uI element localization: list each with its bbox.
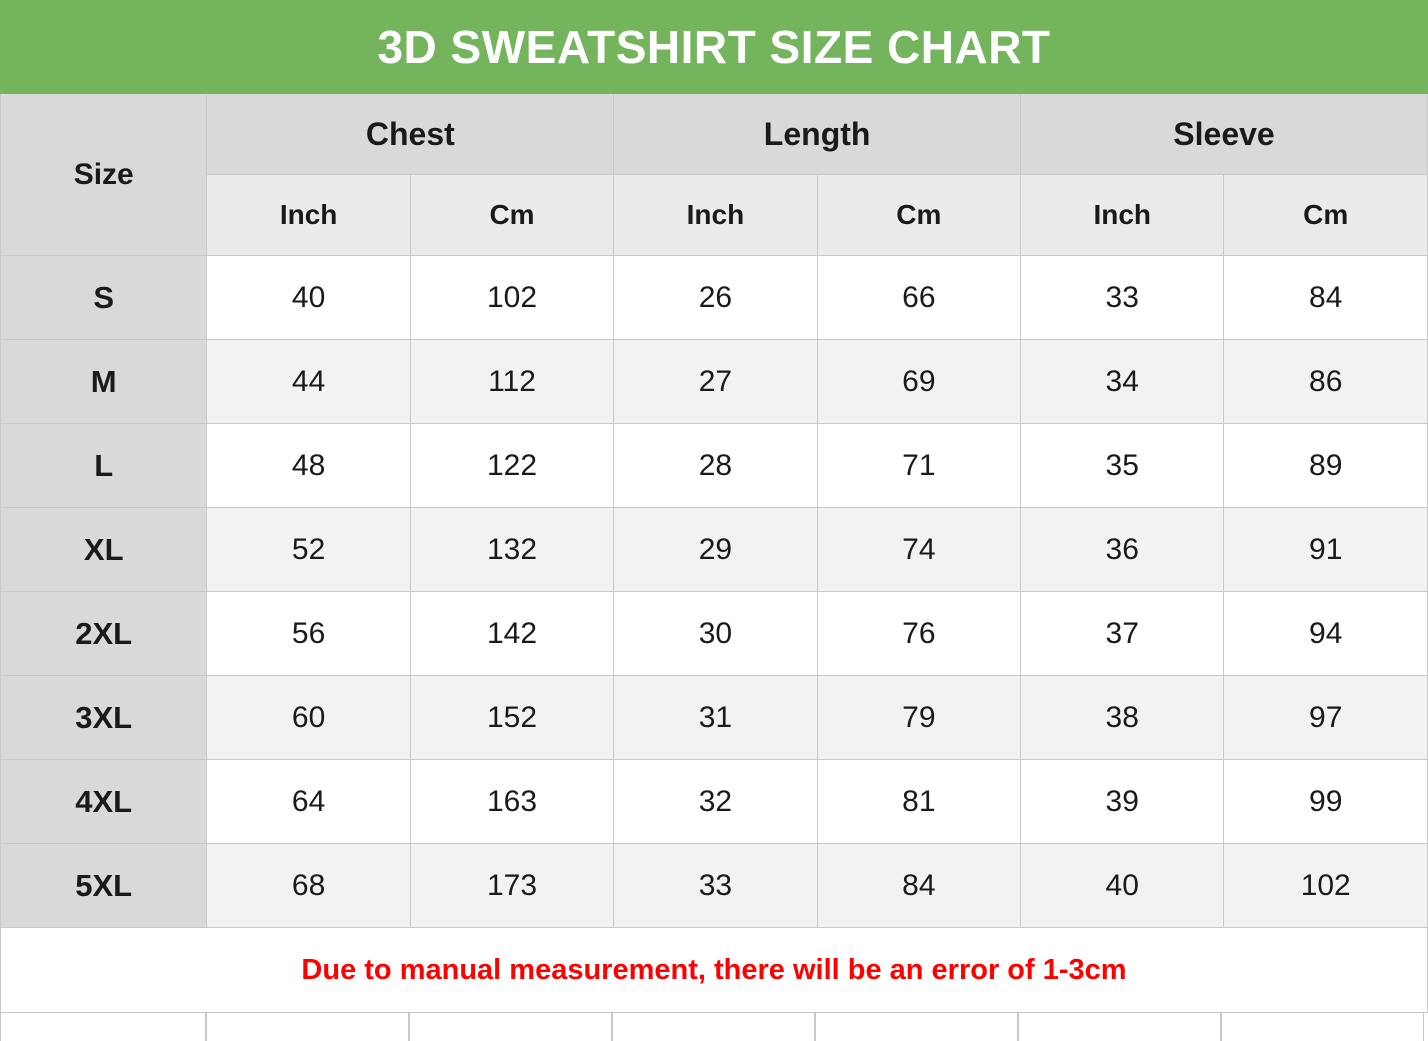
header-unit-chest-inch: Inch (207, 175, 410, 256)
cell-length-cm: 69 (817, 340, 1020, 424)
table-row (1, 424, 1428, 508)
cell-sleeve-inch: 35 (1021, 424, 1224, 508)
row-size-label: M (1, 340, 207, 424)
strip-segment-sleeve-cm (1221, 1013, 1424, 1041)
cell-chest-cm: 122 (410, 424, 613, 508)
header-group-sleeve: Sleeve (1021, 94, 1428, 175)
table-row (1, 340, 1428, 424)
cell-sleeve-inch: 33 (1021, 256, 1224, 340)
row-size-label: 4XL (1, 760, 207, 844)
chart-title: 3D SWEATSHIRT SIZE CHART (1, 1, 1428, 94)
cell-chest-cm: 102 (410, 256, 613, 340)
cell-sleeve-cm: 86 (1224, 340, 1428, 424)
table-row (1, 592, 1428, 676)
strip-segment-chest-cm (409, 1013, 612, 1041)
cell-sleeve-cm: 89 (1224, 424, 1428, 508)
cell-chest-cm: 163 (410, 760, 613, 844)
cell-sleeve-cm: 97 (1224, 676, 1428, 760)
header-unit-sleeve-cm: Cm (1224, 175, 1428, 256)
header-unit-length-inch: Inch (614, 175, 817, 256)
cell-sleeve-cm: 91 (1224, 508, 1428, 592)
cell-sleeve-inch: 40 (1021, 844, 1224, 928)
cell-chest-inch: 40 (207, 256, 410, 340)
cell-length-inch: 30 (614, 592, 817, 676)
cell-sleeve-cm: 84 (1224, 256, 1428, 340)
header-group-chest: Chest (207, 94, 614, 175)
cell-chest-cm: 132 (410, 508, 613, 592)
strip-segment-sleeve-inch (1018, 1013, 1221, 1041)
header-unit-sleeve-inch: Inch (1021, 175, 1224, 256)
cell-sleeve-cm: 99 (1224, 760, 1428, 844)
measurement-note: Due to manual measurement, there will be an error of 1-3cm (1, 928, 1428, 1013)
cell-length-cm: 84 (817, 844, 1020, 928)
cell-length-inch: 27 (614, 340, 817, 424)
cell-chest-cm: 112 (410, 340, 613, 424)
cell-chest-inch: 44 (207, 340, 410, 424)
cell-chest-inch: 48 (207, 424, 410, 508)
table-row (1, 256, 1428, 340)
header-size: Size (1, 94, 207, 256)
cell-chest-cm: 152 (410, 676, 613, 760)
row-size-label: L (1, 424, 207, 508)
cell-chest-inch: 60 (207, 676, 410, 760)
cell-length-inch: 32 (614, 760, 817, 844)
cell-sleeve-inch: 37 (1021, 592, 1224, 676)
header-group-length: Length (614, 94, 1021, 175)
cell-sleeve-inch: 36 (1021, 508, 1224, 592)
cell-chest-inch: 52 (207, 508, 410, 592)
cell-length-cm: 71 (817, 424, 1020, 508)
cell-chest-inch: 56 (207, 592, 410, 676)
cell-sleeve-inch: 38 (1021, 676, 1224, 760)
table-row (1, 508, 1428, 592)
cell-length-inch: 26 (614, 256, 817, 340)
cell-length-inch: 31 (614, 676, 817, 760)
cell-length-cm: 74 (817, 508, 1020, 592)
title-row (1, 1, 1428, 94)
bottom-column-strip (0, 1013, 1428, 1041)
row-size-label: 3XL (1, 676, 207, 760)
table-row (1, 844, 1428, 928)
cell-chest-inch: 68 (207, 844, 410, 928)
header-unit-length-cm: Cm (817, 175, 1020, 256)
table-row (1, 676, 1428, 760)
row-size-label: 2XL (1, 592, 207, 676)
header-unit-chest-cm: Cm (410, 175, 613, 256)
row-size-label: XL (1, 508, 207, 592)
strip-segment-length-cm (815, 1013, 1018, 1041)
table-row (1, 760, 1428, 844)
row-size-label: S (1, 256, 207, 340)
cell-chest-cm: 142 (410, 592, 613, 676)
cell-length-cm: 79 (817, 676, 1020, 760)
strip-segment-chest-inch (206, 1013, 409, 1041)
strip-segment-length-inch (612, 1013, 815, 1041)
cell-length-inch: 33 (614, 844, 817, 928)
cell-sleeve-inch: 34 (1021, 340, 1224, 424)
cell-sleeve-cm: 94 (1224, 592, 1428, 676)
strip-segment-size (0, 1013, 206, 1041)
group-header-row (1, 94, 1428, 175)
cell-sleeve-inch: 39 (1021, 760, 1224, 844)
row-size-label: 5XL (1, 844, 207, 928)
cell-length-cm: 76 (817, 592, 1020, 676)
cell-length-cm: 66 (817, 256, 1020, 340)
cell-length-inch: 28 (614, 424, 817, 508)
cell-length-cm: 81 (817, 760, 1020, 844)
cell-chest-cm: 173 (410, 844, 613, 928)
cell-chest-inch: 64 (207, 760, 410, 844)
cell-sleeve-cm: 102 (1224, 844, 1428, 928)
unit-header-row (1, 175, 1428, 256)
cell-length-inch: 29 (614, 508, 817, 592)
